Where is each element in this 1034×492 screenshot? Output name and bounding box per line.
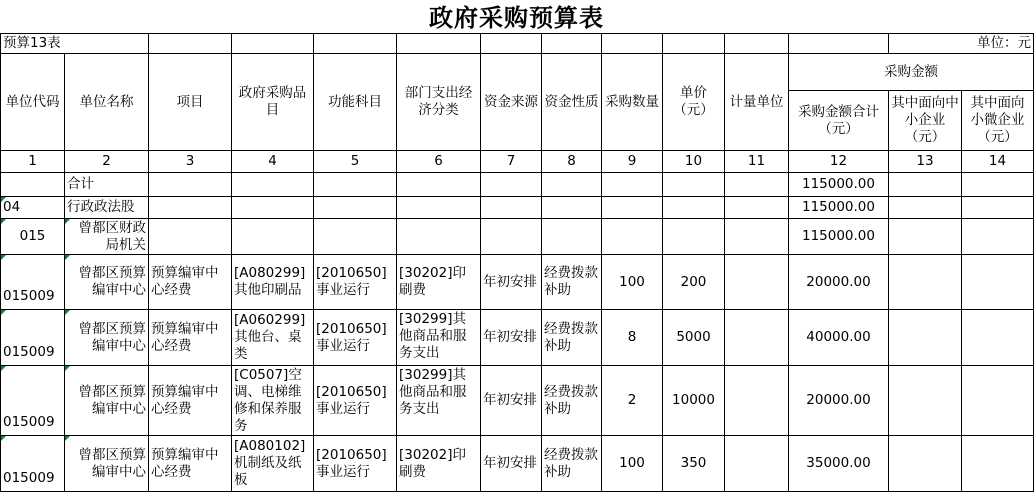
function-subject-cell: [2010650]事业运行 (314, 255, 397, 310)
col-number: 7 (481, 151, 542, 173)
header-unit-name: 单位名称 (65, 54, 149, 151)
col-number: 12 (789, 151, 889, 173)
summary-row-total (1, 173, 1034, 197)
amount-total-cell: 40000.00 (789, 310, 889, 366)
unit-code-cell: 015009 (1, 310, 65, 366)
fund-source-cell: 年初安排 (481, 436, 542, 492)
quantity-cell: 100 (602, 255, 663, 310)
col-number: 4 (232, 151, 314, 173)
project-cell: 预算编审中心经费 (149, 436, 232, 492)
header-row (1, 54, 1034, 91)
procurement-item-cell: [C0507]空调、电梯维修和保养服务 (232, 366, 314, 436)
header-procurement-item: 政府采购品目 (232, 54, 314, 151)
unit-price-cell: 10000 (663, 366, 725, 436)
table-row (1, 436, 1034, 492)
procurement-item-cell: [A080299]其他印刷品 (232, 255, 314, 310)
amount-sme-cell (889, 310, 962, 366)
amount-micro-cell (962, 310, 1034, 366)
unit-name-cell: 曾都区预算编审中心 (65, 436, 149, 492)
col-number: 10 (663, 151, 725, 173)
procurement-table (0, 33, 1034, 492)
unit-code-cell: 015009 (1, 366, 65, 436)
fund-nature-cell: 经费拨款补助 (542, 366, 602, 436)
procurement-item-cell: [A060299]其他台、桌类 (232, 310, 314, 366)
measure-unit-cell (725, 366, 789, 436)
col-number: 14 (962, 151, 1034, 173)
header-project: 项目 (149, 54, 232, 151)
amount-total-cell: 20000.00 (789, 366, 889, 436)
column-number-row (1, 151, 1034, 173)
table-row (1, 255, 1034, 310)
header-amount-sme: 其中面向中小企业（元） (889, 91, 962, 151)
unit-name-cell: 行政政法股 (65, 197, 149, 219)
unit-name-cell: 曾都区预算编审中心 (65, 310, 149, 366)
fund-source-cell: 年初安排 (481, 255, 542, 310)
quantity-cell: 2 (602, 366, 663, 436)
measure-unit-cell (725, 436, 789, 492)
summary-row-unit (1, 219, 1034, 255)
amount-sme-cell (889, 436, 962, 492)
col-number: 11 (725, 151, 789, 173)
table-id-row (1, 34, 1034, 54)
amount-micro-cell (962, 436, 1034, 492)
unit-price-cell: 200 (663, 255, 725, 310)
fund-source-cell: 年初安排 (481, 366, 542, 436)
table-row (1, 366, 1034, 436)
function-subject-cell: [2010650]事业运行 (314, 310, 397, 366)
amount-total-cell: 35000.00 (789, 436, 889, 492)
col-number: 5 (314, 151, 397, 173)
project-cell: 预算编审中心经费 (149, 310, 232, 366)
col-number: 6 (397, 151, 481, 173)
unit-code-cell: 04 (1, 197, 65, 219)
amount-micro-cell (962, 255, 1034, 310)
header-amount-total: 采购金额合计（元） (789, 91, 889, 151)
col-number: 3 (149, 151, 232, 173)
unit-code-cell: 015 (1, 219, 65, 255)
function-subject-cell: [2010650]事业运行 (314, 366, 397, 436)
procurement-item-cell: [A080102]机制纸及纸板 (232, 436, 314, 492)
header-fund-source: 资金来源 (481, 54, 542, 151)
amount-total-cell: 115000.00 (789, 173, 889, 197)
unit-code-cell (1, 173, 65, 197)
header-function-subject: 功能科目 (314, 54, 397, 151)
amount-sme-cell (889, 255, 962, 310)
table-row (1, 310, 1034, 366)
unit-price-cell: 5000 (663, 310, 725, 366)
col-number: 1 (1, 151, 65, 173)
header-quantity: 采购数量 (602, 54, 663, 151)
econ-class-cell: [30299]其他商品和服务支出 (397, 310, 481, 366)
unit-name-cell: 曾都区预算编审中心 (65, 255, 149, 310)
table-id: 预算13表 (1, 34, 149, 54)
header-amount-micro: 其中面向小微企业（元） (962, 91, 1034, 151)
project-cell: 预算编审中心经费 (149, 366, 232, 436)
amount-micro-cell (962, 366, 1034, 436)
col-number: 2 (65, 151, 149, 173)
project-cell: 预算编审中心经费 (149, 255, 232, 310)
unit-name-cell: 曾都区财政局机关 (65, 219, 149, 255)
header-econ-class: 部门支出经济分类 (397, 54, 481, 151)
header-unit-price: 单价（元） (663, 54, 725, 151)
page-title: 政府采购预算表 (429, 4, 604, 32)
econ-class-cell: [30299]其他商品和服务支出 (397, 366, 481, 436)
amount-sme-cell (889, 366, 962, 436)
quantity-cell: 8 (602, 310, 663, 366)
fund-nature-cell: 经费拨款补助 (542, 436, 602, 492)
quantity-cell: 100 (602, 436, 663, 492)
unit-code-cell: 015009 (1, 255, 65, 310)
header-unit-code: 单位代码 (1, 54, 65, 151)
summary-row-dept (1, 197, 1034, 219)
measure-unit-cell (725, 310, 789, 366)
col-number: 9 (602, 151, 663, 173)
col-number: 8 (542, 151, 602, 173)
unit-code-cell: 015009 (1, 436, 65, 492)
function-subject-cell: [2010650]事业运行 (314, 436, 397, 492)
econ-class-cell: [30202]印刷费 (397, 255, 481, 310)
amount-total-cell: 20000.00 (789, 255, 889, 310)
fund-source-cell: 年初安排 (481, 310, 542, 366)
unit-label: 单位：元 (889, 34, 1034, 54)
fund-nature-cell: 经费拨款补助 (542, 310, 602, 366)
amount-total-cell: 115000.00 (789, 219, 889, 255)
unit-price-cell: 350 (663, 436, 725, 492)
measure-unit-cell (725, 255, 789, 310)
unit-name-cell: 合计 (65, 173, 149, 197)
header-fund-nature: 资金性质 (542, 54, 602, 151)
header-amount-group: 采购金额 (789, 54, 1034, 91)
fund-nature-cell: 经费拨款补助 (542, 255, 602, 310)
header-measure-unit: 计量单位 (725, 54, 789, 151)
unit-name-cell: 曾都区预算编审中心 (65, 366, 149, 436)
econ-class-cell: [30202]印刷费 (397, 436, 481, 492)
col-number: 13 (889, 151, 962, 173)
amount-total-cell: 115000.00 (789, 197, 889, 219)
